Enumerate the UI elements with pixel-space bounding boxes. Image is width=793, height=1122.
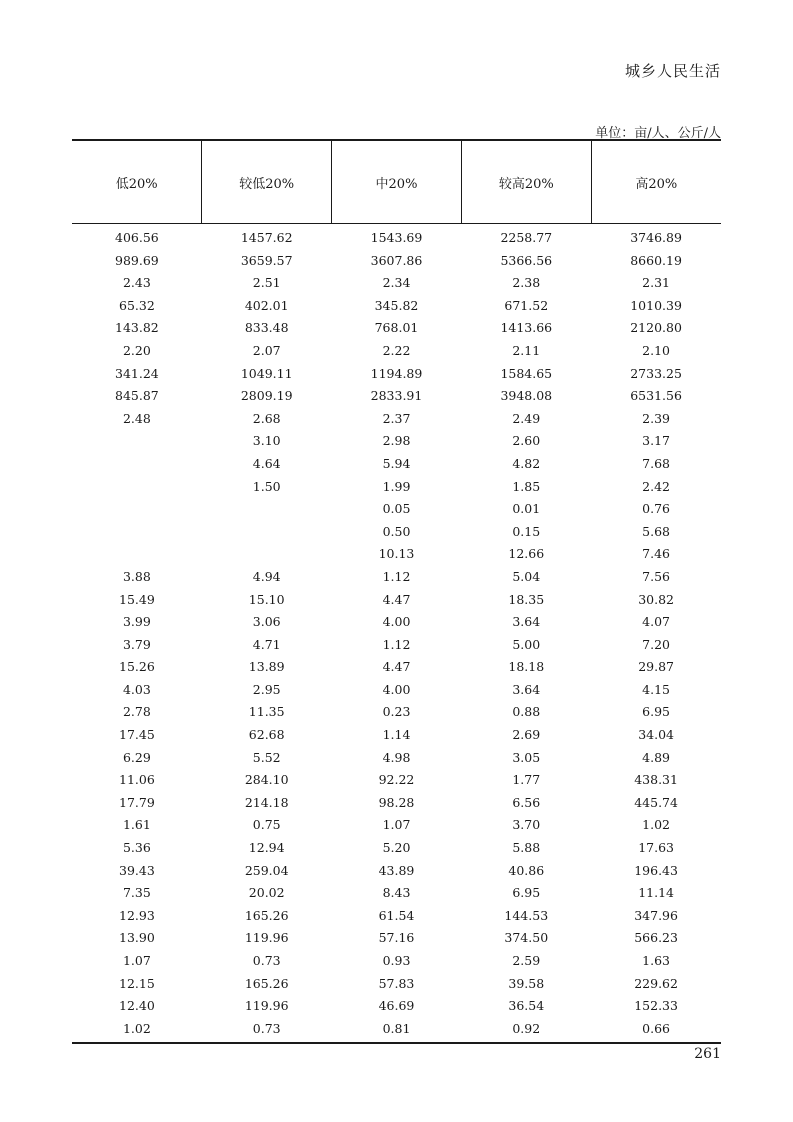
table-cell-upper-middle: 5.88	[512, 840, 541, 856]
table-cell-upper-middle: 5366.56	[500, 252, 553, 268]
table-cell-upper-middle: 6.95	[512, 885, 541, 901]
table-cell-low	[72, 430, 202, 453]
table-cell-high: 2.39	[642, 410, 671, 426]
table-cell-high: 4.15	[642, 681, 671, 697]
table-cell-low	[72, 498, 202, 521]
table-cell-high: 2.42	[642, 478, 671, 494]
table-cell-low: 12.40	[119, 998, 155, 1014]
table-cell-upper-middle: 36.54	[508, 998, 545, 1014]
table-cell-upper-middle: 4.82	[512, 455, 541, 471]
table-cell-lower-middle: 2.68	[252, 410, 281, 426]
table-row	[72, 543, 721, 566]
table-cell-low: 13.90	[119, 930, 155, 946]
table-cell-upper-middle: 671.52	[504, 297, 549, 313]
table-cell-lower-middle	[202, 543, 332, 566]
table-cell-low: 39.43	[119, 862, 155, 878]
col-header-upper-middle: 较高20%	[461, 140, 591, 224]
table-cell-high: 196.43	[634, 862, 678, 878]
table-cell-lower-middle: 0.75	[252, 817, 281, 833]
table-header	[72, 140, 721, 224]
table-cell-middle: 3607.86	[370, 252, 423, 268]
table-cell-high: 445.74	[634, 794, 678, 810]
table-cell-middle: 5.94	[382, 455, 411, 471]
table-cell-high: 3746.89	[630, 230, 682, 245]
table-cell-high: 566.23	[634, 930, 678, 946]
table-cell-high: 3.17	[642, 433, 671, 449]
income-quintile-table	[72, 139, 721, 1044]
table-cell-upper-middle: 1.77	[512, 772, 541, 788]
table-cell-lower-middle: 3659.57	[240, 252, 293, 268]
table-cell-upper-middle: 0.15	[512, 523, 541, 539]
table-row	[72, 385, 721, 408]
running-head: 城乡人民生活	[624, 62, 721, 80]
table-cell-lower-middle: 402.01	[244, 297, 289, 313]
table-cell-middle: 1.99	[382, 478, 411, 494]
table-cell-high: 34.04	[638, 727, 674, 743]
table-cell-low: 65.32	[119, 297, 155, 313]
table-cell-low: 12.93	[119, 907, 155, 923]
table-row	[72, 792, 721, 815]
table-cell-middle: 0.81	[332, 1018, 462, 1044]
table-row	[72, 927, 721, 950]
table-cell-middle: 2.37	[382, 410, 411, 426]
table-cell-high: 2.31	[642, 275, 671, 291]
table-cell-middle: 0.93	[382, 953, 411, 968]
table-cell-low	[72, 521, 202, 544]
table-cell-lower-middle: 5.52	[252, 749, 281, 765]
table-cell-lower-middle: 2.07	[252, 342, 281, 358]
table-row	[72, 363, 721, 386]
table-cell-lower-middle: 1.50	[252, 478, 281, 494]
table-cell-lower-middle	[202, 498, 332, 521]
table-cell-low: 17.45	[119, 727, 155, 743]
col-header-high: 高20%	[591, 140, 721, 224]
table-cell-lower-middle: 13.89	[248, 659, 285, 675]
table-cell-lower-middle: 3.06	[252, 614, 281, 630]
table-cell-middle: 4.00	[382, 681, 411, 697]
table-cell-middle: 2833.91	[370, 388, 423, 404]
table-cell-low: 15.26	[119, 659, 155, 675]
table-cell-low: 2.43	[122, 275, 151, 291]
table-cell-lower-middle: 2.51	[252, 275, 281, 291]
table-cell-upper-middle: 5.00	[512, 636, 541, 652]
table-cell-low: 3.88	[122, 568, 151, 584]
table-cell-upper-middle: 2.49	[512, 410, 541, 426]
table-cell-upper-middle: 0.01	[512, 501, 541, 517]
table-row	[72, 769, 721, 792]
table-cell-high: 30.82	[638, 591, 674, 607]
table-cell-low: 2.48	[122, 410, 151, 426]
table-cell-lower-middle: 12.94	[248, 840, 285, 856]
table-cell-lower-middle: 4.64	[252, 455, 281, 471]
table-row	[72, 611, 721, 634]
table-cell-middle: 10.13	[378, 546, 415, 562]
table-cell-high: 2733.25	[630, 365, 682, 381]
table-cell-high: 1010.39	[630, 297, 682, 313]
table-cell-upper-middle: 40.86	[508, 862, 545, 878]
table-cell-high: 438.31	[634, 772, 678, 788]
table-row	[72, 860, 721, 883]
table-cell-lower-middle: 0.73	[252, 953, 281, 968]
table-cell-middle: 1.12	[382, 568, 411, 584]
table-cell-high: 2120.80	[630, 320, 682, 336]
table-cell-middle: 92.22	[378, 772, 415, 788]
table-cell-low: 989.69	[115, 252, 159, 268]
table-cell-lower-middle: 3.10	[252, 433, 281, 449]
table-cell-upper-middle: 3.64	[512, 614, 541, 630]
table-cell-low: 6.29	[122, 749, 151, 765]
table-cell-high: 0.66	[591, 1018, 721, 1044]
table-cell-middle: 4.00	[382, 614, 411, 630]
table-cell-middle: 2.98	[382, 433, 411, 449]
table-cell-high: 8660.19	[630, 252, 682, 268]
table-row	[72, 905, 721, 928]
table-cell-middle: 0.05	[382, 501, 411, 517]
table-row	[72, 837, 721, 860]
table-cell-high: 1.63	[642, 953, 671, 968]
table-cell-middle: 1194.89	[370, 365, 423, 381]
table-cell-lower-middle: 259.04	[244, 862, 289, 878]
table-cell-middle: 2.22	[382, 342, 411, 358]
table-cell-upper-middle: 12.66	[508, 546, 545, 562]
table-row	[72, 679, 721, 702]
table-row	[72, 272, 721, 295]
table-cell-middle: 8.43	[382, 885, 411, 901]
header-row	[72, 140, 721, 224]
table-cell-high: 152.33	[634, 998, 678, 1014]
table-row	[72, 224, 721, 250]
table-row	[72, 950, 721, 973]
page-number: 261	[694, 1046, 721, 1062]
table-cell-upper-middle: 3.05	[512, 749, 541, 765]
table-cell-middle: 345.82	[374, 297, 419, 313]
table-cell-lower-middle: 4.94	[252, 568, 281, 584]
table-row	[72, 814, 721, 837]
table-row	[72, 724, 721, 747]
table-cell-upper-middle: 2.69	[512, 727, 541, 743]
table-cell-lower-middle: 165.26	[244, 975, 289, 991]
table-cell-high: 11.14	[638, 885, 674, 901]
table-cell-low: 5.36	[122, 840, 151, 856]
table-row	[72, 408, 721, 431]
table-cell-high: 29.87	[638, 659, 674, 675]
table-cell-low: 406.56	[115, 230, 159, 245]
table-cell-low: 17.79	[119, 794, 155, 810]
table-cell-middle: 5.20	[382, 840, 411, 856]
table-cell-low: 143.82	[115, 320, 159, 336]
table-cell-low: 2.78	[122, 704, 151, 720]
table-cell-middle: 57.83	[378, 975, 415, 991]
table-row	[72, 340, 721, 363]
table-cell-low: 7.35	[122, 885, 151, 901]
table-cell-low: 845.87	[115, 388, 159, 404]
table-cell-high: 229.62	[634, 975, 678, 991]
table-cell-upper-middle: 2258.77	[500, 230, 553, 245]
table-cell-middle: 57.16	[378, 930, 415, 946]
table-cell-lower-middle: 20.02	[248, 885, 285, 901]
table-cell-middle: 768.01	[374, 320, 419, 336]
table-cell-high: 17.63	[638, 840, 674, 856]
table-row	[72, 656, 721, 679]
table-cell-lower-middle: 2.95	[252, 681, 281, 697]
table-cell-middle: 46.69	[378, 998, 415, 1014]
table-cell-low: 1.61	[122, 817, 151, 833]
table-cell-high: 7.68	[642, 455, 671, 471]
table-cell-middle: 2.34	[382, 275, 411, 291]
table-cell-upper-middle: 2.11	[512, 342, 541, 358]
unit-note: 单位：亩/人、公斤/人	[595, 126, 721, 141]
table-cell-upper-middle: 3.70	[512, 817, 541, 833]
table-cell-upper-middle: 144.53	[504, 907, 549, 923]
table-cell-middle: 61.54	[378, 907, 415, 923]
table-cell-high: 4.89	[642, 749, 671, 765]
table-cell-middle: 4.98	[382, 749, 411, 765]
table-cell-low: 3.79	[122, 636, 151, 652]
table-cell-lower-middle	[202, 521, 332, 544]
table-row	[72, 317, 721, 340]
table-cell-low: 11.06	[119, 772, 155, 788]
table-cell-high: 4.07	[642, 614, 671, 630]
table-cell-middle: 4.47	[382, 591, 411, 607]
col-header-low: 低20%	[72, 140, 202, 224]
table-cell-lower-middle: 214.18	[244, 794, 289, 810]
table-cell-low	[72, 476, 202, 499]
table-cell-lower-middle: 119.96	[244, 998, 289, 1014]
table-cell-high: 0.76	[642, 501, 671, 517]
table-cell-high: 1.02	[642, 817, 671, 833]
table-row	[72, 250, 721, 273]
table-cell-upper-middle: 18.35	[508, 591, 545, 607]
table-row	[72, 476, 721, 499]
table-cell-low	[72, 453, 202, 476]
table-cell-middle: 1.07	[382, 817, 411, 833]
table-row	[72, 701, 721, 724]
table-row	[72, 747, 721, 770]
table-cell-lower-middle: 15.10	[248, 591, 285, 607]
table-cell-middle: 43.89	[378, 862, 415, 878]
col-header-middle: 中20%	[332, 140, 462, 224]
table-cell-lower-middle: 284.10	[244, 772, 289, 788]
table-cell-upper-middle: 5.04	[512, 568, 541, 584]
table-cell-lower-middle: 0.73	[202, 1018, 332, 1044]
table-cell-lower-middle: 119.96	[244, 930, 289, 946]
table-cell-lower-middle: 833.48	[244, 320, 289, 336]
table-row	[72, 521, 721, 544]
table-row	[72, 995, 721, 1018]
table-row	[72, 453, 721, 476]
table-row	[72, 295, 721, 318]
table-cell-low: 2.20	[122, 342, 151, 358]
table-row	[72, 589, 721, 612]
table-cell-high: 6.95	[642, 704, 671, 720]
table-cell-lower-middle: 11.35	[248, 704, 285, 720]
table-cell-upper-middle: 3.64	[512, 681, 541, 697]
table-cell-upper-middle: 0.92	[461, 1018, 591, 1044]
table-cell-lower-middle: 2809.19	[240, 388, 293, 404]
table-cell-high: 6531.56	[630, 388, 682, 404]
table-cell-high: 7.46	[642, 546, 671, 562]
table-cell-lower-middle: 1457.62	[240, 230, 293, 245]
table-cell-low: 12.15	[119, 975, 155, 991]
table-row	[72, 566, 721, 589]
table-row	[72, 634, 721, 657]
table-row	[72, 498, 721, 521]
table-cell-low: 1.02	[72, 1018, 202, 1044]
table-cell-upper-middle: 2.38	[512, 275, 541, 291]
table-cell-upper-middle: 2.59	[512, 953, 541, 968]
table-cell-middle: 1.12	[382, 636, 411, 652]
table-cell-upper-middle: 2.60	[512, 433, 541, 449]
table-body	[72, 224, 721, 1044]
table-cell-upper-middle: 374.50	[504, 930, 549, 946]
table-cell-low: 15.49	[119, 591, 155, 607]
table-cell-high: 7.56	[642, 568, 671, 584]
table-cell-middle: 0.23	[382, 704, 411, 720]
table-cell-upper-middle: 39.58	[508, 975, 545, 991]
col-header-lower-middle: 较低20%	[202, 140, 332, 224]
table-cell-middle: 1543.69	[370, 230, 423, 245]
table-cell-upper-middle: 18.18	[508, 659, 545, 675]
table-cell-middle: 1.14	[382, 727, 411, 743]
table-row	[72, 1018, 721, 1044]
table-cell-high: 7.20	[642, 636, 671, 652]
table-cell-low	[72, 543, 202, 566]
table-cell-lower-middle: 1049.11	[240, 365, 293, 381]
table-cell-upper-middle: 6.56	[512, 794, 541, 810]
table-cell-low: 3.99	[122, 614, 151, 630]
table-row	[72, 882, 721, 905]
table-cell-upper-middle: 0.88	[512, 704, 541, 720]
table-row	[72, 430, 721, 453]
table-cell-low: 341.24	[115, 365, 159, 381]
table-cell-upper-middle: 1584.65	[500, 365, 553, 381]
table-cell-upper-middle: 3948.08	[500, 388, 553, 404]
table-cell-high: 2.10	[642, 342, 671, 358]
table-cell-middle: 0.50	[382, 523, 411, 539]
table-cell-upper-middle: 1413.66	[500, 320, 553, 336]
table-cell-high: 347.96	[634, 907, 678, 923]
table-cell-lower-middle: 4.71	[252, 636, 281, 652]
table-cell-middle: 4.47	[382, 659, 411, 675]
table-cell-high: 5.68	[642, 523, 671, 539]
table-cell-lower-middle: 62.68	[248, 727, 285, 743]
table-cell-middle: 98.28	[378, 794, 415, 810]
table-cell-low: 4.03	[122, 681, 151, 697]
table-cell-upper-middle: 1.85	[512, 478, 541, 494]
table-cell-lower-middle: 165.26	[244, 907, 289, 923]
table-row	[72, 973, 721, 996]
table-cell-low: 1.07	[122, 953, 151, 968]
